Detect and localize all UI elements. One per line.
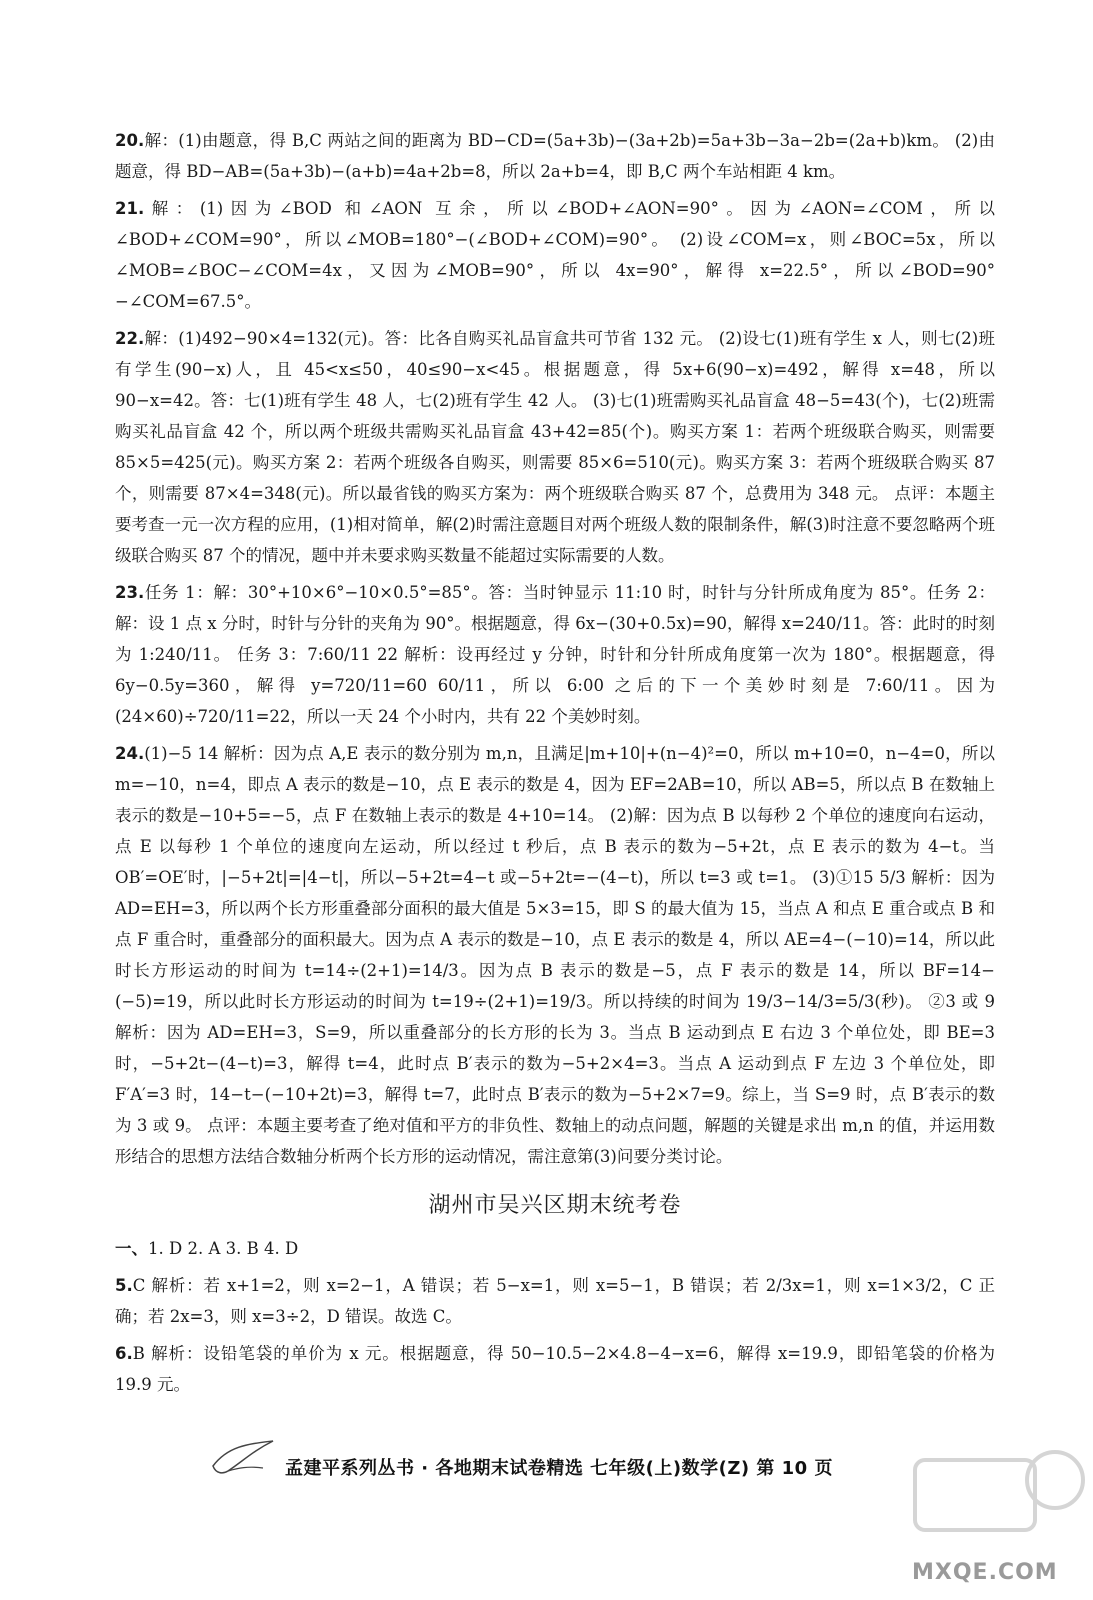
footer-text: 孟建平系列丛书 · 各地期末试卷精选 七年级(上)数学(Z) 第 10 页 [285, 1458, 833, 1479]
problem-number: 20. [115, 131, 145, 150]
section-title: 湖州市吴兴区期末统考卷 [428, 1193, 682, 1218]
answer-text: 1. D 2. A 3. B 4. D [148, 1239, 299, 1258]
watermark-text: MXQE.COM [912, 1560, 1058, 1585]
answer-5 [115, 1270, 995, 1332]
answer-choices [115, 1233, 995, 1264]
problem-20 [115, 125, 995, 187]
answer-text: B 解析：设铅笔袋的单价为 x 元。根据题意，得 50−10.5−2×4.8−4−x=6，解得 x=19.9，即铅笔袋的价格为 19.9 元。 [115, 1344, 995, 1394]
answer-number: 6. [115, 1344, 133, 1363]
problem-24 [115, 738, 995, 1172]
problem-number: 23. [115, 583, 145, 602]
problem-number: 24. [115, 744, 145, 763]
problem-21 [115, 193, 995, 317]
problem-text: (1)−5 14 解析：因为点 A,E 表示的数分别为 m,n，且满足|m+10|+(n−4)²=0，所以 m+10=0，n−4=0，所以 m=−10，n=4，即点 A 表示的数是−10，点 E 表示的数是 4，因为 EF=2AB=10，所以 AB=5，所以点 B 在数轴上表示的数是−10+5=−5，点 F 在数轴上表示的数是 4+10=14。 (2)解：因为点 B 以每秒 2 个单位的速度向右运动，点 E 以每秒 1 个单位的速度向左运动，所以经过 t 秒后，点 B 表示的数为−5+2t，点 E 表示的数为 4−t。当 OB′=OE′时，|−5+2t|=|4−t|，所以−5+2t=4−t 或−5+2t=−(4−t)，所以 t=3 或 t=1。 (3)①15 5/3 解析：因为 AD=EH=3，所以两个长方形重叠部分面积的最大值是 5×3=15，即 S 的最大值为 15，当点 A 和点 E 重合或点 B 和点 F 重合时，重叠部分的面积最大。因为点 A 表示的数是−10，点 E 表示的数是 4，所以 AE=4−(−10)=14，所以此时长方形运动的时间为 t=14÷(2+1)=14/3。因为点 B 表示的数是−5，点 F 表示的数是 14，所以 BF=14−(−5)=19，所以此时长方形运动的时间为 t=19÷(2+1)=19/3。所以持续的时间为 19/3−14/3=5/3(秒)。 ②3 或 9 解析：因为 AD=EH=3，S=9，所以重叠部分的长方形的长为 3。当点 B 运动到点 E 右边 3 个单位处，即 BE=3 时，−5+2t−(4−t)=3，解得 t=4，此时点 B′表示的数为−5+2×4=3。当点 A 运动到点 F 左边 3 个单位处，即 F′A′=3 时，14−t−(−10+2t)=3，解得 t=7，此时点 B′表示的数为−5+2×7=9。综上，当 S=9 时，点 B′表示的数为 3 或 9。 点评：本题主要考查了绝对值和平方的非负性、数轴上的动点问题，解题的关键是求出 m,n 的值，并运用数形结合的思想方法结合数轴分析两个长方形的运动情况，需注意第(3)问要分类讨论。 [115, 744, 995, 1166]
problem-number: 22. [115, 329, 145, 348]
problem-22 [115, 323, 995, 571]
problem-text: 任务 1：解：30°+10×6°−10×0.5°=85°。答：当时钟显示 11:10 时，时针与分针所成角度为 85°。任务 2：解：设 1 点 x 分时，时针与分针的夹角为 90°。根据题意，得 6x−(30+0.5x)=90，解得 x=240/11。答：此时的时刻为 1:240/11。 任务 3：7:60/11 22 解析：设再经过 y 分钟，时针和分针所成角度第一次为 180°。根据题意，得 6y−0.5y=360，解得 y=720/11=60 60/11，所以 6:00 之后的下一个美妙时刻是 7:60/11。因为(24×60)÷720/11=22，所以一天 24 个小时内，共有 22 个美妙时刻。 [115, 583, 995, 726]
answer-text: C 解析：若 x+1=2，则 x=2−1，A 错误；若 5−x=1，则 x=5−1，B 错误；若 2/3x=1，则 x=1×3/2，C 正确；若 2x=3，则 x=3÷2，D 错误。故选 C。 [115, 1276, 995, 1326]
problem-number: 21. [115, 199, 145, 218]
problem-23 [115, 577, 995, 732]
problem-text: 解：(1)492−90×4=132(元)。答：比各自购买礼品盲盒共可节省 132 元。 (2)设七(1)班有学生 x 人，则七(2)班有学生(90−x)人，且 45<x≤50，40≤90−x<45。根据题意，得 5x+6(90−x)=492，解得 x=48，所以 90−x=42。答：七(1)班有学生 48 人，七(2)班有学生 42 人。 (3)七(1)班需购买礼品盲盒 48−5=43(个)，七(2)班需购买礼品盲盒 42 个，所以两个班级共需购买礼品盲盒 43+42=85(个)。购买方案 1：若两个班级联合购买，则需要 85×5=425(元)。购买方案 2：若两个班级各自购买，则需要 85×6=510(元)。购买方案 3：若两个班级联合购买 87 个，则需要 87×4=348(元)。所以最省钱的购买方案为：两个班级联合购买 87 个，总费用为 348 元。 点评：本题主要考查一元一次方程的应用，(1)相对简单，解(2)时需注意题目对两个班级人数的限制条件，解(3)时注意不要忽略两个班级联合购买 87 个的情况，题中并未要求购买数量不能超过实际需要的人数。 [115, 329, 995, 565]
problem-text: 解：(1)由题意，得 B,C 两站之间的距离为 BD−CD=(5a+3b)−(3a+2b)=5a+3b−3a−2b=(2a+b)km。 (2)由题意，得 BD−AB=(5a+3b)−(a+b)=4a+2b=8，所以 2a+b=4，即 B,C 两个车站相距 4 km。 [115, 131, 995, 181]
answer-number: 5. [115, 1276, 133, 1295]
solutions-content [115, 125, 995, 1406]
answer-6 [115, 1338, 995, 1400]
answer-number: 一、 [115, 1239, 148, 1258]
problem-text: 解：(1)因为∠BOD 和∠AON 互余，所以∠BOD+∠AON=90°。因为∠AON=∠COM，所以∠BOD+∠COM=90°，所以∠MOB=180°−(∠BOD+∠COM)=90°。 (2)设∠COM=x，则∠BOC=5x，所以∠MOB=∠BOC−∠COM=4x，又因为∠MOB=90°，所以 4x=90°，解得 x=22.5°，所以∠BOD=90°−∠COM=67.5°。 [115, 199, 995, 311]
